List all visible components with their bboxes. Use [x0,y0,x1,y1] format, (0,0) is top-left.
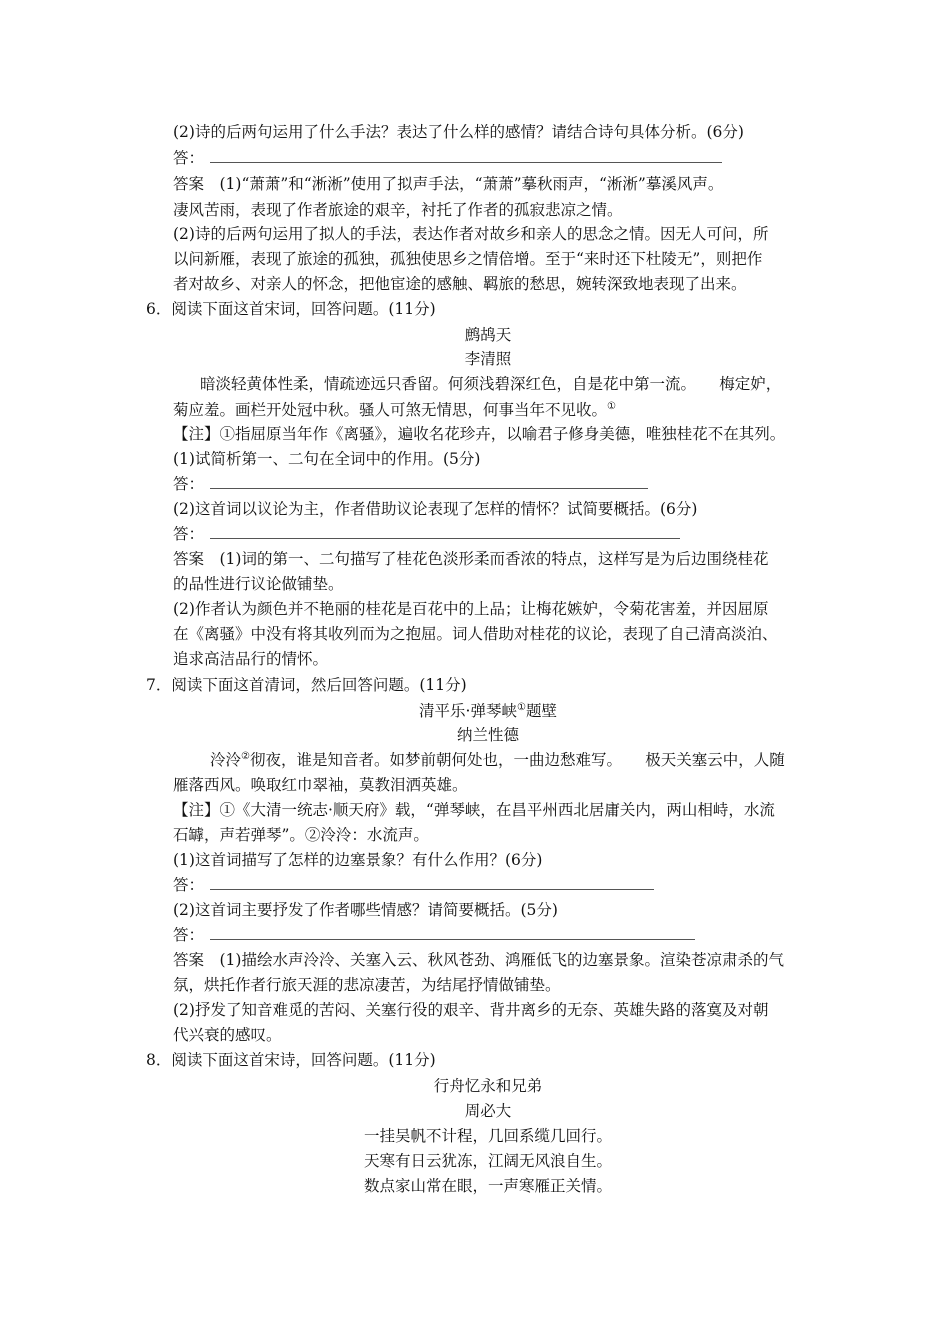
q6-poem-title: 鹧鸪天 [464,326,512,344]
q6-answer-text: 的品性进行议论做铺垫。 [173,575,344,593]
q8-poem-line: 一挂吴帆不计程，几回系缆几回行。 [363,1127,612,1145]
q6-sub1-question: (1)试简析第一、二句在全词中的作用。(5分) [173,450,481,468]
q5-answer-text: (2)诗的后两句运用了拟人的手法，表达作者对故乡和亲人的思念之情。因无人可问，所 [173,225,769,243]
answer-blank[interactable] [210,526,680,539]
answer-blank[interactable] [210,476,648,489]
q7-answer-text: (2)抒发了知音难觅的苦闷、关塞行役的艰辛、背井离乡的无奈、英雄失路的落寞及对朝 [173,1001,769,1019]
q6-poem-line: 菊应羞。画栏开处冠中秋。骚人可煞无情思，何事当年不见收。① [173,400,616,419]
answer-blank[interactable] [210,927,695,940]
q8-poem-author: 周必大 [464,1102,512,1120]
q5-answer-line: 答： [173,148,722,168]
q6-answer-text: (2)作者认为颜色并不艳丽的桂花是百花中的上品；让梅花嫉妒，令菊花害羞，并因屈原 [173,600,769,618]
q8-poem-line: 天寒有日云犹冻，江阔无风浪自生。 [363,1152,612,1170]
answer-blank[interactable] [210,877,654,890]
q6-poem-line: 暗淡轻黄体性柔，情疏迹远只香留。何须浅碧深红色，自是花中第一流。 梅定妒， [200,375,782,393]
q6-answer-text: 追求高洁品行的情怀。 [173,650,329,668]
q6-note: 【注】①指屈原当年作《离骚》，遍收名花珍卉，以喻君子修身美德，唯独桂花不在其列。 [173,425,786,443]
q7-sub2-question: (2)这首词主要抒发了作者哪些情感？请简要概括。(5分) [173,901,558,919]
q7-answer-line: 答： [173,925,695,945]
answer-blank[interactable] [210,150,722,163]
q6-answer-text: 在《离骚》中没有将其收列而为之抱屈。词人借助对桂花的议论，表现了自己清高淡泊、 [173,625,778,643]
q5-sub2-question: (2)诗的后两句运用了什么手法？表达了什么样的感情？请结合诗句具体分析。(6分) [173,123,744,141]
q5-answer-text: 答案 (1)“萧萧”和“淅淅”使用了拟声手法，“萧萧”摹秋雨声，“淅淅”摹溪风声。 [173,175,724,193]
q6-answer-line: 答： [173,524,680,544]
q7-poem-line: 雁落西风。唤取红巾翠袖，莫教泪洒英雄。 [173,776,468,794]
q7-answer-text: 答案 (1)描绘水声泠泠、关塞入云、秋风苍劲、鸿雁低飞的边塞景象。渲染苍凉肃杀的气 [173,951,784,969]
q8-poem-title: 行舟忆永和兄弟 [433,1077,543,1095]
q5-answer-text: 凄风苦雨，表现了作者旅途的艰辛，衬托了作者的孤寂悲凉之情。 [173,201,623,219]
q7-poem-title: 清平乐·弹琴峡①题壁 [419,701,557,720]
q8-poem-line: 数点家山常在眼，一声寒雁正关情。 [363,1177,612,1195]
q8-header: 8．阅读下面这首宋诗，回答问题。(11分) [146,1051,436,1069]
q6-header: 6．阅读下面这首宋词，回答问题。(11分) [146,300,436,318]
footnote-mark: ② [241,750,250,762]
q7-answer-line: 答： [173,875,654,895]
q7-note: 【注】①《大清一统志·顺天府》载，“弹琴峡，在昌平州西北居庸关内，两山相峙，水流 [173,801,775,819]
q7-note: 石罅，声若弹琴”。②泠泠：水流声。 [173,826,429,844]
footnote-mark: ① [516,701,526,713]
q7-header: 7．阅读下面这首清词，然后回答问题。(11分) [146,676,467,694]
q7-answer-text: 氛，烘托作者行旅天涯的悲凉凄苦，为结尾抒情做铺垫。 [173,976,561,994]
q5-answer-text: 者对故乡、对亲人的怀念，把他宦途的感触、羁旅的愁思，婉转深致地表现了出来。 [173,275,747,293]
q6-poem-author: 李清照 [464,350,512,368]
q7-poem-line: 泠泠②彻夜，谁是知音者。如梦前朝何处也，一曲边愁难写。 极天关塞云中，人随 [210,750,785,769]
q7-sub1-question: (1)这首词描写了怎样的边塞景象？有什么作用？(6分) [173,851,543,869]
q6-answer-line: 答： [173,474,648,494]
q6-sub2-question: (2)这首词以议论为主，作者借助议论表现了怎样的情怀？试简要概括。(6分) [173,500,698,518]
q7-poem-author: 纳兰性德 [456,726,519,744]
footnote-mark: ① [607,400,616,412]
q7-answer-text: 代兴衰的感叹。 [173,1026,282,1044]
q6-answer-text: 答案 (1)词的第一、二句描写了桂花色淡形柔而香浓的特点，这样写是为后边围绕桂花 [173,550,769,568]
q5-answer-text: 以问新雁，表现了旅途的孤独，孤独使思乡之情倍增。至于“来时还下杜陵无”，则把作 [173,250,763,268]
